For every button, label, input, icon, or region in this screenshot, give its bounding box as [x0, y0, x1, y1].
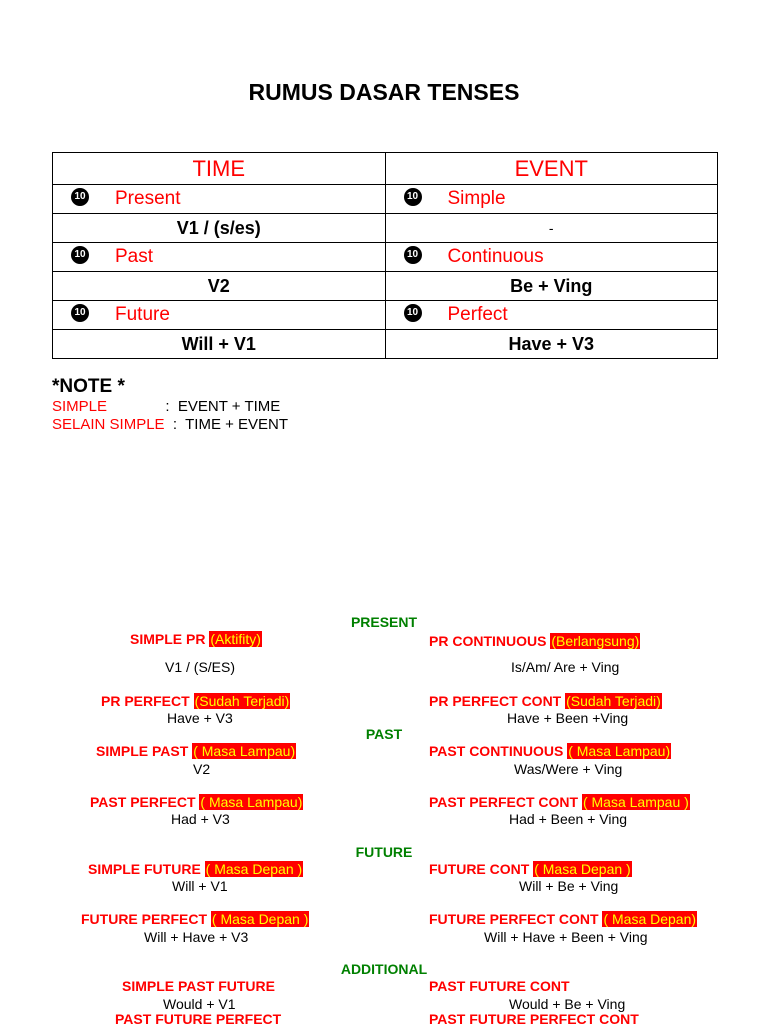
- rule-highlight: (Berlangsung): [551, 633, 640, 649]
- rule-formula: Would + Be + Ving: [509, 996, 626, 1012]
- rule-highlight: ( Masa Depan ): [211, 911, 309, 927]
- formula-cell: V1 / (s/es): [53, 214, 386, 243]
- time-category-cell: [53, 243, 386, 272]
- rule-present-perfect-continuous: [429, 693, 662, 710]
- rule-future-perfect: [81, 911, 309, 928]
- rule-present-continuous: [429, 633, 640, 650]
- category-label: Simple: [447, 188, 506, 209]
- rule-highlight: ( Masa Lampau): [200, 794, 303, 810]
- rule-formula: Will + Have + Been + Ving: [484, 929, 648, 945]
- rule-highlight: (Sudah Terjadi): [566, 693, 661, 709]
- rule-past-future-perfect: [115, 1011, 281, 1024]
- note-title: *NOTE *: [52, 376, 125, 397]
- table-row: [53, 301, 718, 330]
- numbered-circle-icon: 10: [404, 188, 422, 206]
- rule-future-perfect-continuous: [429, 911, 697, 928]
- numbered-circle-icon: 10: [71, 188, 89, 206]
- rule-name: PAST FUTURE PERFECT CONT: [429, 1011, 639, 1024]
- category-label: Continuous: [447, 246, 544, 267]
- rule-formula: Have + V3: [167, 710, 233, 726]
- rule-highlight: ( Masa Depan ): [205, 861, 303, 877]
- note-label: SELAIN SIMPLE: [52, 416, 173, 433]
- rule-name: FUTURE PERFECT CONT: [429, 911, 603, 927]
- rule-name: FUTURE PERFECT: [81, 911, 211, 927]
- rule-past-perfect: [90, 794, 303, 811]
- rule-name: SIMPLE PR: [130, 631, 210, 647]
- rule-highlight: (Aktifity): [210, 631, 261, 647]
- table-row: [53, 330, 718, 359]
- table-row: [53, 185, 718, 214]
- rule-name: PR PERFECT CONT: [429, 693, 566, 709]
- section-additional: ADDITIONAL: [340, 961, 428, 977]
- section-past: PAST: [365, 726, 403, 742]
- section-future: FUTURE: [355, 844, 413, 860]
- rule-highlight: (Sudah Terjadi): [194, 693, 290, 709]
- rule-formula: Had + Been + Ving: [509, 811, 628, 827]
- rule-future-continuous: [429, 861, 632, 878]
- rule-simple-present: [130, 631, 262, 648]
- numbered-circle-icon: 10: [404, 304, 422, 322]
- rule-simple-future: [88, 861, 303, 878]
- rule-simple-past: [96, 743, 296, 760]
- rule-highlight: ( Masa Lampau): [568, 743, 671, 759]
- time-category-cell: [53, 301, 386, 330]
- rule-name: PR CONTINUOUS: [429, 633, 551, 649]
- formula-cell: -: [385, 214, 718, 243]
- rule-formula: Would + V1: [163, 996, 236, 1012]
- category-label: Past: [115, 246, 154, 267]
- rule-formula: V2: [193, 761, 211, 777]
- rule-name: PAST CONTINUOUS: [429, 743, 568, 759]
- event-header: EVENT: [385, 153, 718, 185]
- rule-highlight: ( Masa Depan): [603, 911, 697, 927]
- table-row: [53, 272, 718, 301]
- category-label: Perfect: [447, 304, 508, 325]
- rule-present-perfect: [101, 693, 290, 710]
- rule-formula: V1 / (S/ES): [165, 659, 236, 675]
- rule-highlight: ( Masa Lampau ): [582, 794, 689, 810]
- note-block: [52, 376, 288, 434]
- rule-formula: Have + Been +Ving: [507, 710, 629, 726]
- rule-formula: Will + Have + V3: [144, 929, 249, 945]
- table-header-row: [53, 153, 718, 185]
- note-text: : TIME + EVENT: [172, 416, 289, 433]
- table-row: [53, 243, 718, 272]
- event-category-cell: [385, 243, 718, 272]
- rule-name: PAST PERFECT CONT: [429, 794, 582, 810]
- rule-past-future-continuous: [429, 978, 570, 995]
- rule-name: SIMPLE FUTURE: [88, 861, 205, 877]
- page-title: RUMUS DASAR TENSES: [248, 79, 520, 105]
- note-line: [52, 398, 288, 416]
- note-line: [52, 416, 288, 434]
- rule-formula: Was/Were + Ving: [514, 761, 623, 777]
- formula-cell: V2: [53, 272, 386, 301]
- rule-highlight: ( Masa Depan ): [534, 861, 631, 877]
- rule-past-continuous: [429, 743, 671, 760]
- rule-name: SIMPLE PAST FUTURE: [122, 978, 275, 994]
- note-text: : EVENT + TIME: [165, 398, 281, 415]
- section-present: PRESENT: [350, 614, 418, 630]
- rule-formula: Is/Am/ Are + Ving: [511, 659, 620, 675]
- rule-formula: Will + V1: [172, 878, 228, 894]
- rule-name: SIMPLE PAST: [96, 743, 193, 759]
- rule-name: PAST FUTURE CONT: [429, 978, 570, 994]
- table-row: [53, 214, 718, 243]
- numbered-circle-icon: 10: [71, 304, 89, 322]
- note-label: SIMPLE: [52, 398, 166, 415]
- tenses-table: [52, 152, 718, 359]
- category-label: Future: [115, 304, 170, 325]
- time-category-cell: [53, 185, 386, 214]
- category-label: Present: [115, 188, 181, 209]
- rule-name: PAST PERFECT: [90, 794, 200, 810]
- event-category-cell: [385, 301, 718, 330]
- numbered-circle-icon: 10: [404, 246, 422, 264]
- formula-cell: Will + V1: [53, 330, 386, 359]
- formula-cell: Be + Ving: [385, 272, 718, 301]
- rule-name: FUTURE CONT: [429, 861, 534, 877]
- rule-past-perfect-continuous: [429, 794, 690, 811]
- rule-highlight: ( Masa Lampau): [193, 743, 296, 759]
- rule-name: PAST FUTURE PERFECT: [115, 1011, 282, 1024]
- rule-simple-past-future: [122, 978, 275, 995]
- rule-name: PR PERFECT: [101, 693, 194, 709]
- event-category-cell: [385, 185, 718, 214]
- rule-past-future-perfect-continuous: [429, 1011, 639, 1024]
- time-header: TIME: [53, 153, 386, 185]
- rule-formula: Will + Be + Ving: [519, 878, 619, 894]
- rule-formula: Had + V3: [171, 811, 230, 827]
- formula-cell: Have + V3: [385, 330, 718, 359]
- numbered-circle-icon: 10: [71, 246, 89, 264]
